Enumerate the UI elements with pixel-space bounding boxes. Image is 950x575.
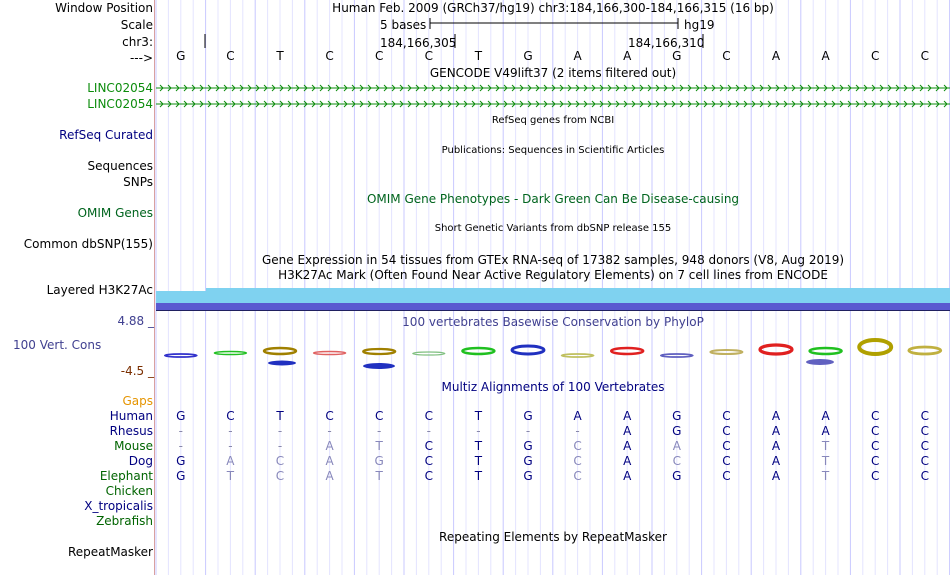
base-letter: A	[821, 49, 830, 63]
alignment-base: C	[424, 469, 433, 483]
alignment-base: G	[672, 409, 682, 423]
scale-bases-text: 5 bases	[380, 18, 427, 32]
snp-title: Short Genetic Variants from dbSNP release 155	[434, 223, 672, 234]
repeatmasker-label[interactable]: RepeatMasker	[67, 545, 153, 559]
cons-max-label: 4.88 _	[117, 314, 154, 328]
alignment-base: C	[722, 469, 731, 483]
alignment-base: C	[672, 454, 681, 468]
alignment-base: -	[277, 424, 283, 438]
alignment-base: A	[623, 424, 632, 438]
h3k27-dark-bar	[156, 303, 950, 310]
window-position-label: Window Position	[55, 1, 153, 15]
alignment-base: T	[226, 469, 235, 483]
alignment-base: G	[523, 454, 533, 468]
cons-min-label: -4.5 _	[120, 364, 154, 378]
repeat-title: Repeating Elements by RepeatMasker	[439, 530, 667, 544]
alignment-base: -	[525, 424, 531, 438]
strand-label: --->	[129, 51, 153, 65]
alignment-base: C	[325, 409, 334, 423]
refseq-title: RefSeq genes from NCBI	[491, 115, 615, 126]
assembly-position-text: Human Feb. 2009 (GRCh37/hg19) chr3:184,166,300-184,166,315 (16 bp)	[332, 1, 774, 15]
omim-label[interactable]: OMIM Genes	[77, 206, 153, 220]
alignment-base: -	[377, 424, 382, 438]
alignment-base: T	[474, 454, 483, 468]
species-label[interactable]: Human	[109, 409, 153, 423]
gencode-item-2[interactable]: LINC02054	[87, 97, 153, 111]
scale-db-text: hg19	[684, 18, 715, 32]
alignment-base: -	[178, 424, 183, 438]
alignment-base: A	[325, 439, 334, 453]
base-letter: C	[722, 49, 731, 63]
alignment-base: C	[920, 469, 929, 483]
species-label[interactable]: Elephant	[99, 469, 153, 483]
alignment-base: C	[870, 409, 880, 423]
alignment-base: C	[722, 439, 731, 453]
base-letter: C	[424, 49, 433, 63]
base-letter: C	[325, 49, 334, 63]
alignment-base: G	[374, 454, 384, 468]
alignment-base: C	[424, 454, 433, 468]
base-letter: A	[623, 49, 632, 63]
conservation-neg-glyph	[268, 361, 296, 366]
alignment-base: A	[573, 409, 582, 423]
alignment-base: A	[771, 424, 781, 438]
alignment-base: T	[375, 469, 383, 483]
alignment-base: A	[821, 409, 830, 423]
alignment-base: C	[870, 424, 880, 438]
coord-right: 184,166,310	[628, 36, 705, 50]
alignment-base: C	[573, 454, 582, 468]
alignment-base: -	[277, 439, 283, 453]
alignment-base: C	[722, 454, 731, 468]
alignment-base: T	[474, 439, 483, 453]
alignment-base: C	[920, 454, 929, 468]
alignment-base: C	[920, 424, 929, 438]
alignment-base: T	[821, 439, 830, 453]
conservation-neg-glyph	[363, 363, 395, 369]
h3k27-title: H3K27Ac Mark (Often Found Near Active Regulatory Elements) on 7 cell lines from ENCODE	[278, 268, 828, 282]
alignment-base: C	[374, 409, 384, 423]
base-letter: G	[176, 49, 186, 63]
base-letter: A	[771, 49, 781, 63]
alignment-base: G	[176, 469, 186, 483]
alignment-base: G	[523, 439, 533, 453]
species-label[interactable]: Rhesus	[109, 424, 153, 438]
alignment-base: -	[178, 439, 183, 453]
alignment-base: A	[325, 469, 334, 483]
conservation-neg-glyph	[806, 359, 834, 365]
alignment-base: A	[771, 454, 781, 468]
alignment-base: A	[623, 454, 632, 468]
common-snp-label[interactable]: Common dbSNP(155)	[23, 237, 153, 251]
alignment-base: A	[623, 409, 632, 423]
alignment-base: C	[573, 469, 582, 483]
sequences-title: Publications: Sequences in Scientific Articles	[441, 145, 665, 156]
alignment-base: C	[920, 409, 929, 423]
base-letter: C	[920, 49, 929, 63]
alignment-base: C	[870, 454, 880, 468]
alignment-base: C	[722, 409, 731, 423]
base-letter: G	[672, 49, 682, 63]
alignment-base: C	[226, 409, 235, 423]
base-letter: C	[870, 49, 880, 63]
refseq-label[interactable]: RefSeq Curated	[59, 128, 153, 142]
alignment-base: G	[176, 409, 186, 423]
alignment-base: -	[228, 439, 233, 453]
base-letter: T	[276, 49, 284, 63]
base-letter: T	[474, 49, 483, 63]
alignment-base: G	[523, 469, 533, 483]
gtex-title: Gene Expression in 54 tissues from GTEx RNA-seq of 17382 samples, 948 donors (V8, Aug 2019)	[261, 253, 845, 267]
alignment-base: -	[327, 424, 332, 438]
omim-title: OMIM Gene Phenotypes - Dark Green Can Be Disease-causing	[366, 192, 740, 206]
alignment-base: A	[623, 439, 632, 453]
alignment-base: C	[573, 439, 582, 453]
alignment-base: T	[375, 439, 383, 453]
cons-label[interactable]: 100 Vert. Cons	[13, 338, 102, 352]
snps-label[interactable]: SNPs	[123, 175, 153, 189]
species-label[interactable]: Dog	[128, 454, 153, 468]
base-letter: A	[573, 49, 582, 63]
h3k27-label[interactable]: Layered H3K27Ac	[46, 283, 153, 297]
h3k27-bar	[206, 288, 950, 303]
alignment-base: C	[870, 439, 880, 453]
alignment-base: G	[672, 469, 682, 483]
alignment-base: A	[226, 454, 235, 468]
alignment-base: T	[821, 469, 830, 483]
alignment-base: T	[276, 409, 284, 423]
alignment-base: G	[523, 409, 533, 423]
alignment-base: A	[771, 409, 781, 423]
gencode-item-1[interactable]: LINC02054	[87, 81, 153, 95]
alignment-base: T	[821, 454, 830, 468]
alignment-base: C	[275, 454, 285, 468]
alignment-base: -	[228, 424, 233, 438]
h3k27-bar	[156, 291, 206, 303]
scale-label: Scale	[120, 18, 153, 32]
alignment-base: C	[424, 409, 433, 423]
alignment-base: A	[821, 424, 830, 438]
alignment-base: T	[474, 469, 483, 483]
alignment-base: C	[722, 424, 731, 438]
coord-left: 184,166,305	[380, 36, 457, 50]
species-label[interactable]: X_tropicalis	[84, 499, 153, 513]
alignment-base: C	[870, 469, 880, 483]
gencode-title: GENCODE V49lift37 (2 items filtered out)	[429, 66, 677, 80]
alignment-base: A	[771, 439, 781, 453]
chr-label: chr3:	[122, 35, 153, 49]
base-letter: C	[226, 49, 235, 63]
alignment-base: C	[275, 469, 285, 483]
alignment-base: T	[474, 409, 483, 423]
base-letter: G	[523, 49, 533, 63]
alignment-base: -	[476, 424, 481, 438]
alignment-base: -	[426, 424, 431, 438]
species-label[interactable]: Mouse	[114, 439, 153, 453]
species-label[interactable]: Zebrafish	[96, 514, 153, 528]
alignment-base: C	[424, 439, 433, 453]
species-label[interactable]: Chicken	[105, 484, 153, 498]
base-letter: C	[374, 49, 384, 63]
alignment-base: -	[575, 424, 580, 438]
alignment-base: G	[176, 454, 186, 468]
cons-title: 100 vertebrates Basewise Conservation by PhyloP	[402, 315, 704, 329]
gaps-label[interactable]: Gaps	[122, 394, 153, 408]
alignment-base: A	[771, 469, 781, 483]
alignment-base: G	[672, 424, 682, 438]
alignment-base: C	[920, 439, 929, 453]
alignment-base: A	[325, 454, 334, 468]
alignment-base: A	[672, 439, 681, 453]
multiz-title: Multiz Alignments of 100 Vertebrates	[441, 380, 665, 394]
sequences-label[interactable]: Sequences	[87, 159, 153, 173]
alignment-base: A	[623, 469, 632, 483]
